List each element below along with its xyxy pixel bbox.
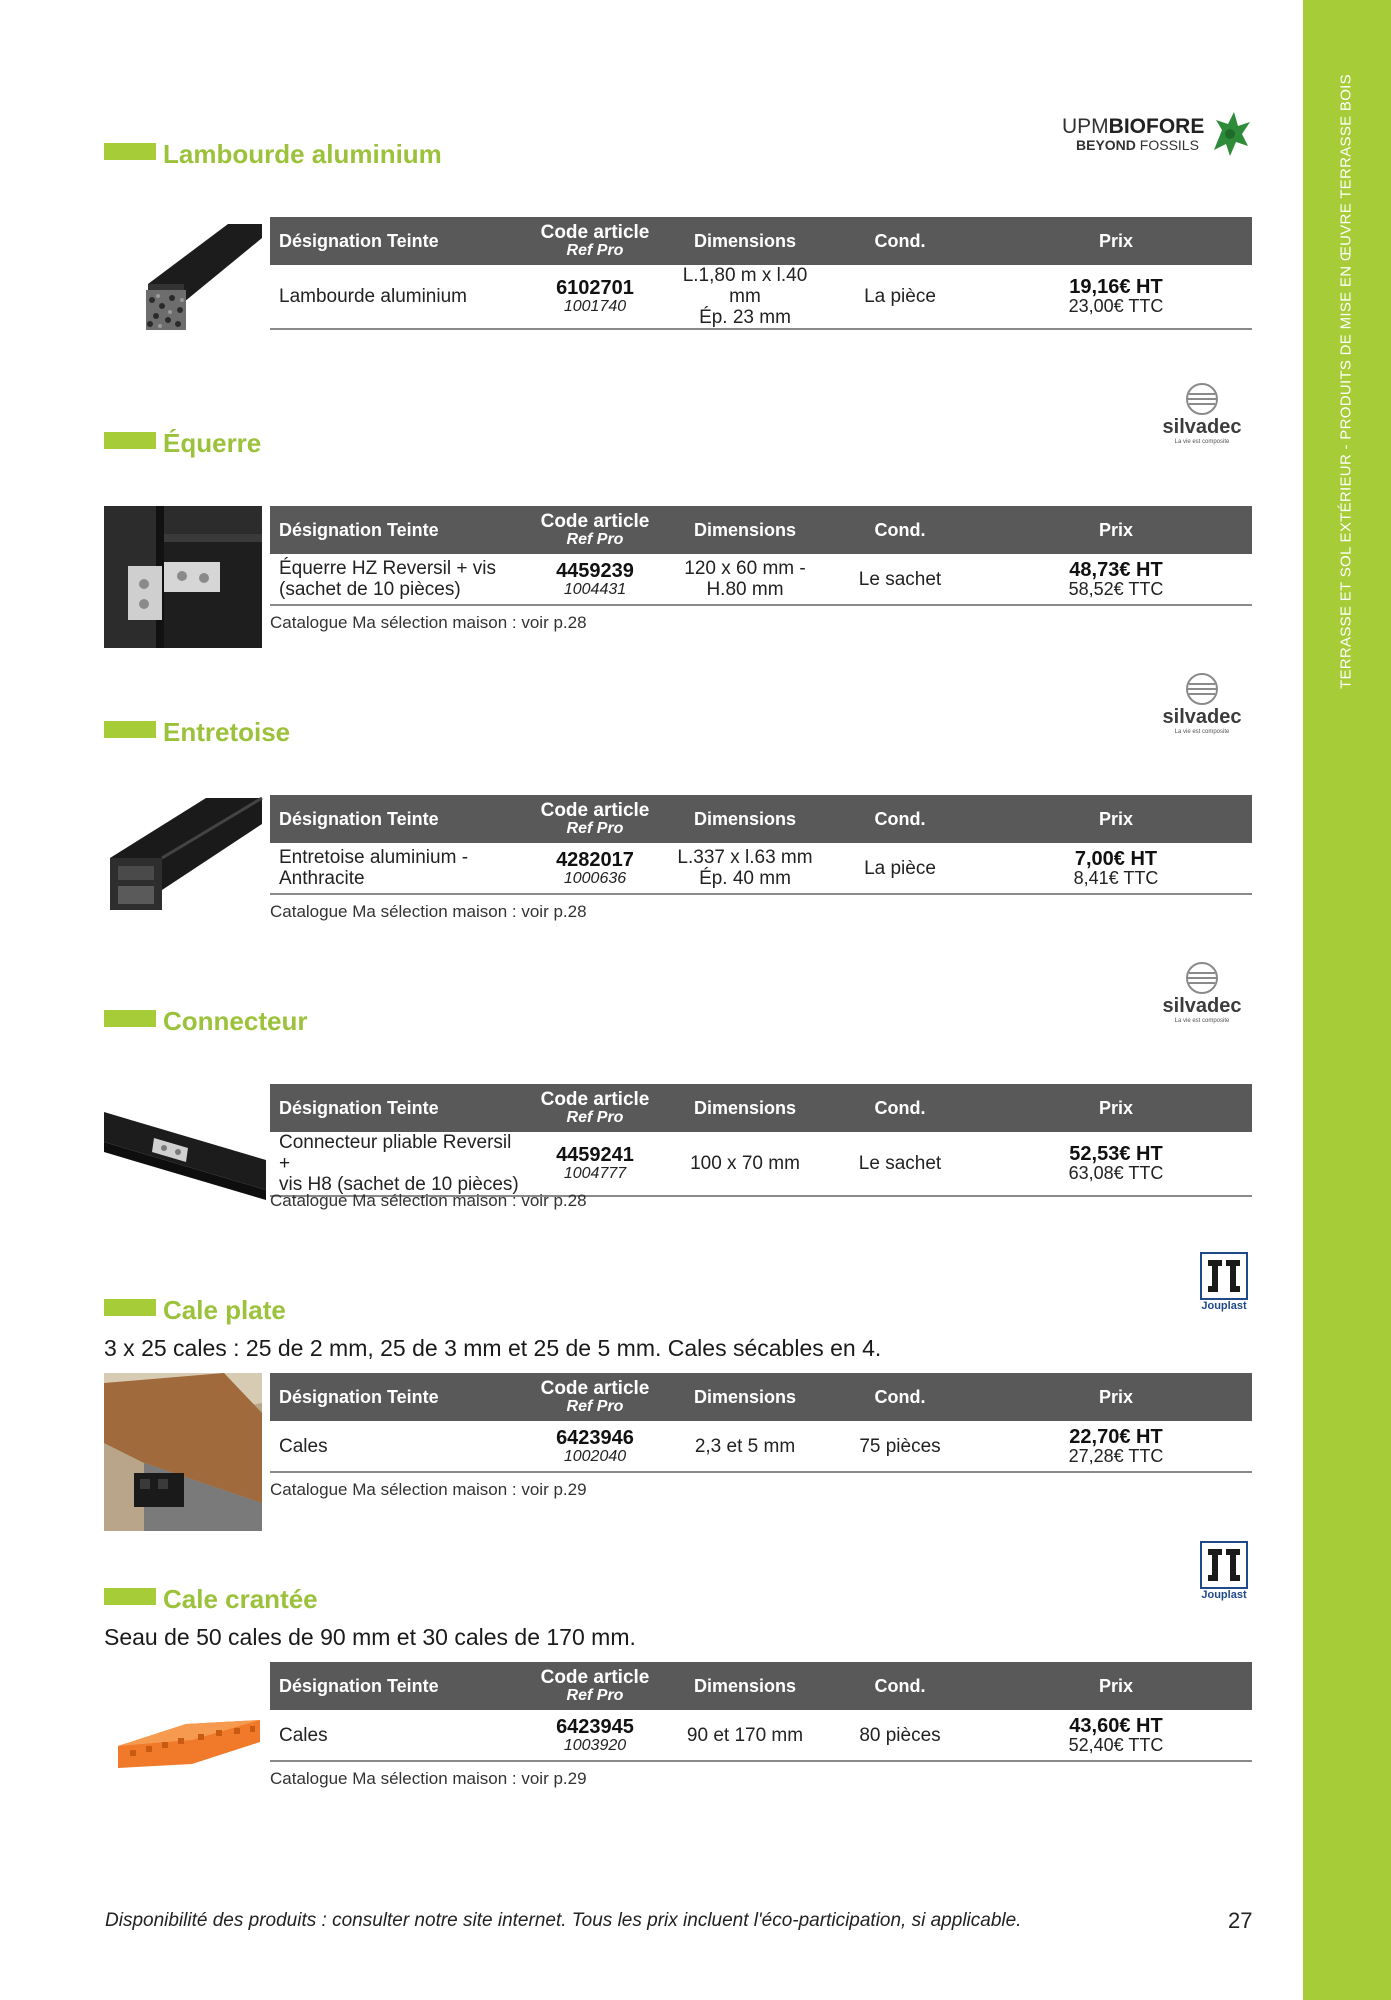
header-prix: Prix [980,1373,1252,1421]
header-code-line1: Code article [540,1378,650,1399]
dimension-line: Ép. 23 mm [699,307,791,328]
header-code [520,1662,670,1710]
ref-pro: 1004431 [563,580,627,598]
table-header-row [270,1662,1252,1710]
logo-text: Jouplast [1201,1300,1247,1312]
cell-designation [270,1132,520,1196]
logo-text: BEYOND [1076,137,1136,153]
designation-line: Lambourde aluminium [279,286,467,307]
cale-crantee-image [116,1716,262,1772]
table-row [270,843,1252,894]
header-code [520,1373,670,1421]
product-table [270,795,1252,895]
logo-text: FOSSILS [1139,137,1199,153]
dimension-line: 90 et 170 mm [686,1724,804,1746]
cell-cond: Le sachet [820,554,980,605]
header-dimensions: Dimensions [670,217,820,265]
cell-designation [270,554,520,605]
header-code [520,1084,670,1132]
price-ttc: 58,52€ TTC [1068,578,1164,599]
table-header-row [270,795,1252,843]
cell-code [520,1132,670,1196]
header-cond: Cond. [820,1084,980,1132]
cale-plate-image [104,1373,262,1531]
product-photo [104,506,262,648]
product-photo [110,794,264,912]
cell-prix [980,1421,1252,1472]
designation-line: Entretoise aluminium - [279,847,469,868]
price-ttc: 8,41€ TTC [1073,867,1159,888]
cell-cond: La pièce [820,265,980,329]
logo-text: silvadec [1162,416,1242,438]
price-ht: 52,53€ HT [1069,1143,1163,1165]
catalogue-note: Catalogue Ma sélection maison : voir p.28 [270,1191,587,1210]
silvadec-globe-icon [1185,961,1219,995]
logo-tagline: La vie est composite [1174,439,1230,445]
section-title-text: Lambourde aluminium [163,139,442,169]
side-section-label: TERRASSE ET SOL EXTÉRIEUR - PRODUITS DE MISE EN ŒUVRE TERRASSE BOIS [1337,74,1355,689]
dimension-line: H.80 mm [706,579,784,600]
cell-prix [980,843,1252,894]
cell-prix [980,554,1252,605]
section-title-text: Connecteur [163,1006,308,1036]
header-designation: Désignation Teinte [270,1373,520,1421]
product-table [270,506,1252,606]
logo-text: UPM [1062,115,1109,138]
table-header-row [270,1084,1252,1132]
header-code-line1: Code article [540,800,650,821]
header-designation: Désignation Teinte [270,217,520,265]
header-cond: Cond. [820,217,980,265]
table-header-row [270,1373,1252,1421]
code-article: 6102701 [556,277,634,299]
cell-dimensions [670,843,820,894]
product-photo [104,1108,266,1206]
designation-line: Cales [279,1724,328,1746]
cell-code [520,265,670,329]
connecteur-image [104,1108,266,1206]
ref-pro: 1003920 [563,1736,627,1754]
cell-prix [980,265,1252,329]
header-code [520,795,670,843]
section-title-text: Cale plate [163,1295,286,1325]
header-prix: Prix [980,795,1252,843]
header-cond: Cond. [820,795,980,843]
product-photo [116,1716,262,1772]
catalogue-note: Catalogue Ma sélection maison : voir p.29 [270,1480,587,1499]
header-dimensions: Dimensions [670,1084,820,1132]
header-code-line2: Ref Pro [566,1687,624,1704]
header-code-line2: Ref Pro [566,242,624,259]
section-title-text: Entretoise [163,717,291,747]
header-cond: Cond. [820,1373,980,1421]
cell-dimensions [670,554,820,605]
cell-designation [270,843,520,894]
logo-tagline: La vie est composite [1174,729,1230,735]
cell-cond: La pièce [820,843,980,894]
dimension-line: L.337 x l.63 mm [677,847,813,868]
entretoise-image [110,794,264,912]
designation-line: (sachet de 10 pièces) [279,579,461,600]
table-row [270,1132,1252,1196]
logo-tagline: La vie est composite [1174,1018,1230,1024]
section-description: 3 x 25 cales : 25 de 2 mm, 25 de 3 mm et 25 de 5 mm. Cales sécables en 4. [104,1335,882,1361]
cell-designation [270,1421,520,1472]
header-code-line1: Code article [540,1089,650,1110]
header-dimensions: Dimensions [670,1373,820,1421]
code-article: 4459239 [556,559,634,582]
title-marker [104,432,156,449]
product-table [270,1373,1252,1473]
header-prix: Prix [980,1084,1252,1132]
price-ht: 48,73€ HT [1069,558,1163,581]
designation-line: Anthracite [279,868,365,889]
cell-code [520,1421,670,1472]
page-number: 27 [1228,1908,1253,1933]
dimension-line: L.1,80 m x l.40 mm [682,265,808,307]
table-row [270,554,1252,605]
designation-line: Équerre HZ Reversil + vis [279,558,496,579]
table-header-row [270,217,1252,265]
header-dimensions: Dimensions [670,506,820,554]
jouplast-logo [1196,1541,1252,1605]
header-cond: Cond. [820,1662,980,1710]
designation-line: vis H8 (sachet de 10 pièces) [279,1174,519,1195]
dimension-line: 2,3 et 5 mm [694,1435,796,1457]
header-dimensions: Dimensions [670,795,820,843]
cell-designation [270,265,520,329]
cell-prix [980,1710,1252,1761]
jouplast-logo [1196,1252,1252,1316]
price-ttc: 52,40€ TTC [1068,1734,1164,1755]
jouplast-mark-icon [1200,1252,1248,1300]
cell-code [520,554,670,605]
silvadec-logo [1152,961,1252,1031]
product-table [270,217,1252,330]
designation-line: Connecteur pliable Reversil + [279,1132,512,1174]
price-ttc: 27,28€ TTC [1068,1445,1164,1466]
header-code-line2: Ref Pro [566,820,624,837]
equerre-image [104,506,262,648]
designation-line: Cales [279,1435,328,1457]
ref-pro: 1001740 [563,298,627,315]
code-article: 6423946 [556,1426,634,1449]
jouplast-mark-icon [1200,1541,1248,1589]
ref-pro: 1004777 [563,1165,627,1182]
price-ht: 7,00€ HT [1074,847,1158,870]
section-description: Seau de 50 cales de 90 mm et 30 cales de 170 mm. [104,1624,636,1650]
cell-dimensions [670,1132,820,1196]
price-ht: 22,70€ HT [1069,1425,1163,1448]
header-designation: Désignation Teinte [270,795,520,843]
price-ht: 19,16€ HT [1069,276,1163,298]
silvadec-logo [1152,672,1252,742]
logo-text: BIOFORE [1108,115,1205,138]
table-header-row [270,506,1252,554]
catalogue-note: Catalogue Ma sélection maison : voir p.28 [270,613,587,632]
cell-dimensions [670,1421,820,1472]
logo-text: silvadec [1162,706,1242,728]
silvadec-logo [1152,382,1252,452]
header-cond: Cond. [820,506,980,554]
table-row [270,265,1252,329]
dimension-line: Ép. 40 mm [699,868,791,889]
footer-note: Disponibilité des produits : consulter notre site internet. Tous les prix incluent l'éco-participation, si applicable. [105,1910,1022,1931]
catalogue-note: Catalogue Ma sélection maison : voir p.29 [270,1769,587,1788]
header-designation: Désignation Teinte [270,1662,520,1710]
header-dimensions: Dimensions [670,1662,820,1710]
cell-cond: Le sachet [820,1132,980,1196]
dimension-line: 100 x 70 mm [690,1153,800,1174]
title-marker [104,143,156,160]
cell-code [520,843,670,894]
code-article: 4282017 [556,848,634,871]
header-prix: Prix [980,506,1252,554]
header-code-line2: Ref Pro [566,1109,624,1126]
catalogue-note: Catalogue Ma sélection maison : voir p.28 [270,902,587,921]
cell-code [520,1710,670,1761]
section-title-text: Cale crantée [163,1584,318,1614]
product-photo [140,216,264,336]
section-title-text: Équerre [163,428,262,458]
cell-cond: 80 pièces [820,1710,980,1761]
upm-biofore-logo [1062,110,1252,160]
ref-pro: 1000636 [563,869,627,887]
table-row [270,1710,1252,1761]
lambourde-aluminium-image [140,216,264,336]
header-code [520,506,670,554]
ref-pro: 1002040 [563,1447,627,1465]
table-row [270,1421,1252,1472]
cell-cond: 75 pièces [820,1421,980,1472]
code-article: 4459241 [556,1144,634,1166]
price-ttc: 63,08€ TTC [1068,1163,1164,1183]
logo-text: Jouplast [1201,1589,1247,1601]
cell-dimensions [670,1710,820,1761]
price-ht: 43,60€ HT [1069,1714,1163,1737]
header-code-line1: Code article [540,511,650,532]
header-prix: Prix [980,217,1252,265]
header-code-line1: Code article [540,222,650,243]
silvadec-globe-icon [1185,382,1219,416]
title-marker [104,1299,156,1316]
cell-prix [980,1132,1252,1196]
product-table [270,1084,1252,1197]
product-photo [104,1373,262,1531]
product-table [270,1662,1252,1762]
cell-designation [270,1710,520,1761]
header-code-line1: Code article [540,1667,650,1688]
header-code-line2: Ref Pro [566,531,624,548]
header-code [520,217,670,265]
title-marker [104,721,156,738]
title-marker [104,1588,156,1605]
header-code-line2: Ref Pro [566,1398,624,1415]
title-marker [104,1010,156,1027]
header-designation: Désignation Teinte [270,506,520,554]
header-designation: Désignation Teinte [270,1084,520,1132]
price-ttc: 23,00€ TTC [1068,296,1164,316]
silvadec-globe-icon [1185,672,1219,706]
cell-dimensions [670,265,820,329]
code-article: 6423945 [556,1715,634,1738]
dimension-line: 120 x 60 mm - [684,558,806,579]
griffin-icon [1208,110,1252,158]
logo-text: silvadec [1162,995,1242,1017]
header-prix: Prix [980,1662,1252,1710]
